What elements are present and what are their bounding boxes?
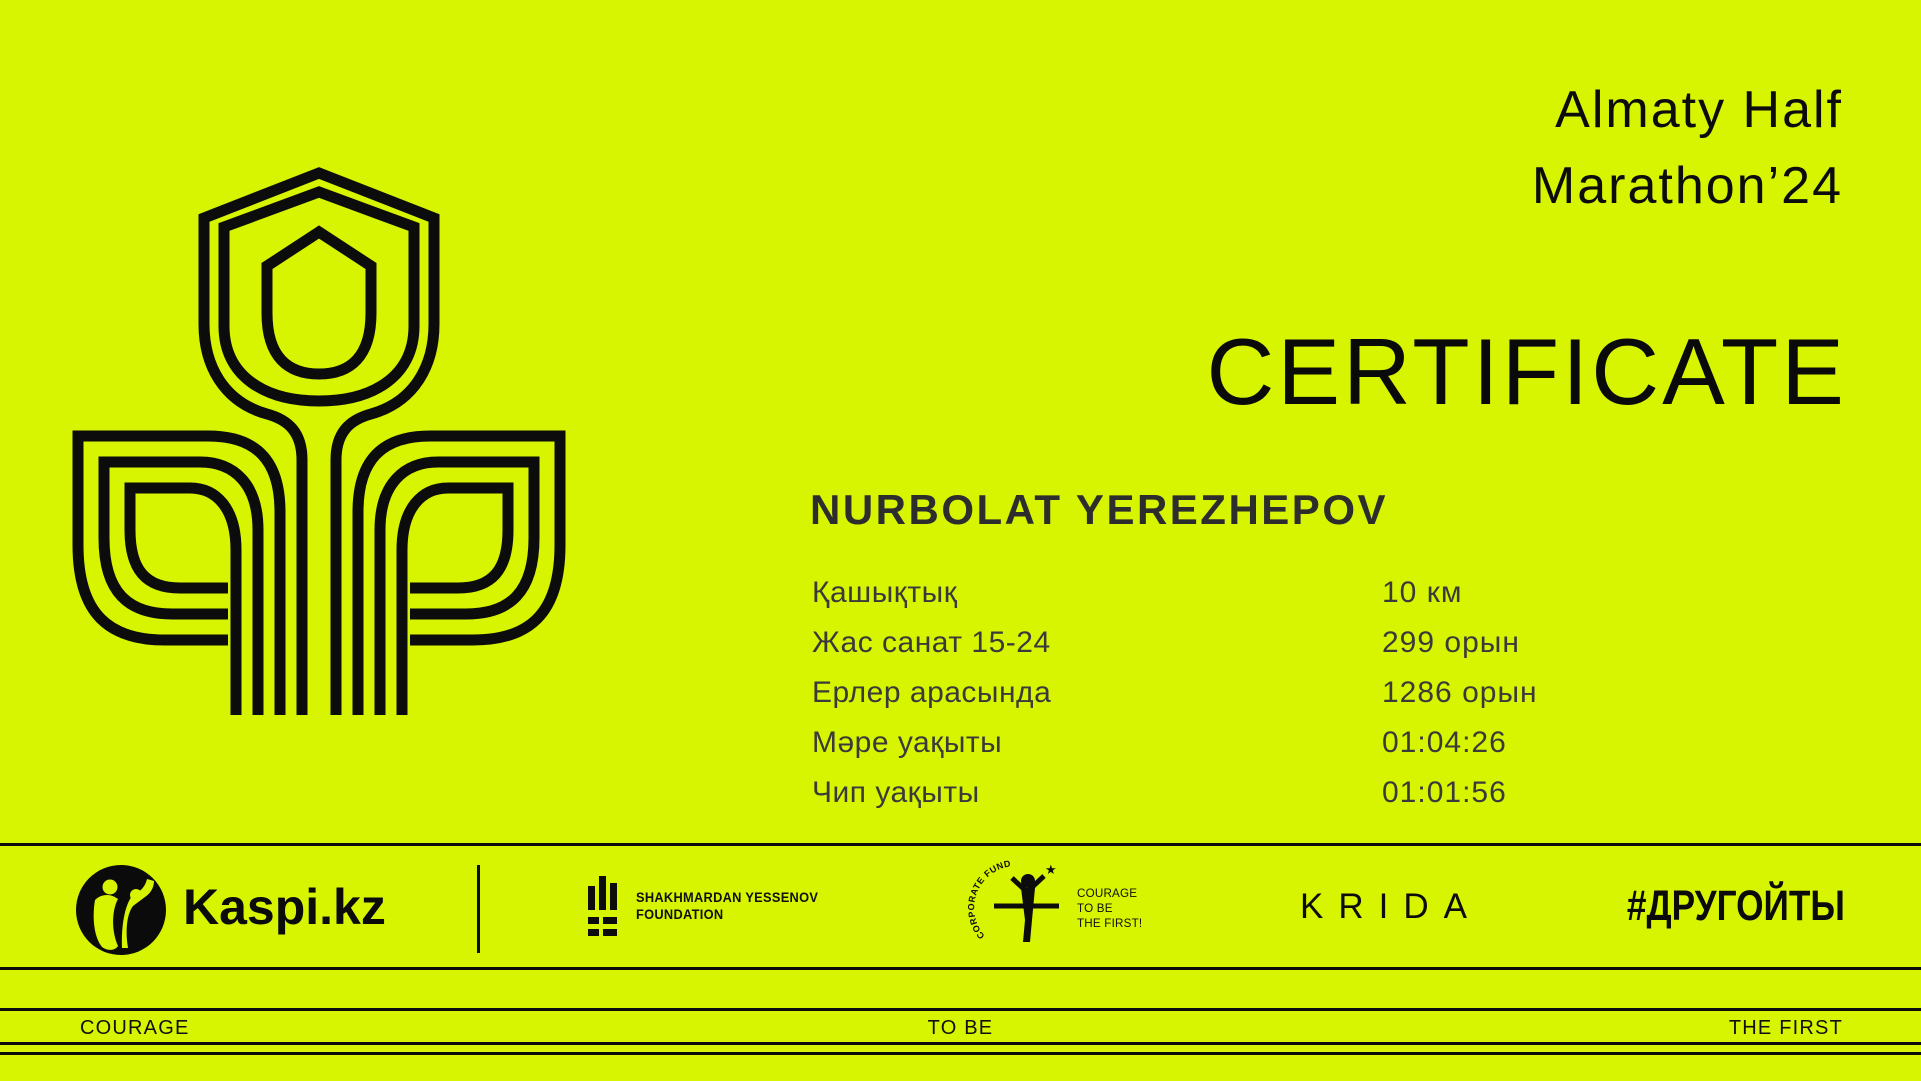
hashtag-drugoyty: #ДРУГОЙТЫ bbox=[1626, 882, 1845, 930]
footer-rule-top bbox=[0, 1008, 1921, 1011]
yessenov-foundation-logo bbox=[588, 874, 828, 937]
table-row bbox=[812, 618, 1632, 668]
footer-word-courage: COURAGE bbox=[80, 1017, 190, 1039]
footer-rule-middle bbox=[0, 1042, 1921, 1045]
yessenov-foundation-label bbox=[636, 889, 818, 923]
corp-motto-line2: TO BE bbox=[1077, 901, 1113, 915]
event-title bbox=[1532, 72, 1843, 224]
corporate-fund-motto bbox=[1077, 886, 1142, 931]
footer-rule-bottom bbox=[0, 1052, 1921, 1055]
stat-value: 299 орын bbox=[1382, 626, 1520, 659]
corp-motto-line1: COURAGE bbox=[1077, 886, 1138, 900]
yessenov-line2: FOUNDATION bbox=[636, 906, 724, 922]
yessenov-bars-icon bbox=[588, 874, 618, 937]
tulip-icon bbox=[60, 130, 580, 730]
svg-text:CORPORATE FUND bbox=[966, 858, 1012, 941]
table-row bbox=[812, 668, 1632, 718]
sponsor-bar bbox=[0, 843, 1921, 970]
participant-name: NURBOLAT YEREZHEPOV bbox=[810, 486, 1388, 533]
stat-label: Қашықтық bbox=[812, 576, 958, 609]
kaspi-icon bbox=[75, 864, 167, 956]
corporate-fund-arc-text: CORPORATE FUND bbox=[966, 858, 1012, 941]
stat-value: 01:04:26 bbox=[1382, 726, 1507, 759]
table-row bbox=[812, 768, 1632, 818]
stat-label: Ерлер арасында bbox=[812, 676, 1052, 709]
stat-value: 10 км bbox=[1382, 576, 1463, 609]
sponsor-divider bbox=[477, 865, 480, 953]
yessenov-line1: SHAKHMARDAN YESSENOV bbox=[636, 889, 819, 905]
kaspi-wordmark: Kaspi.kz bbox=[183, 879, 386, 935]
stat-value: 01:01:56 bbox=[1382, 776, 1507, 809]
corp-motto-line3: THE FIRST! bbox=[1077, 916, 1143, 930]
certificate-heading: CERTIFICATE bbox=[1206, 319, 1847, 424]
stat-label: Мәре уақыты bbox=[812, 726, 1003, 759]
footer-word-the-first: THE FIRST bbox=[1728, 1017, 1843, 1039]
stat-value: 1286 орын bbox=[1382, 676, 1538, 709]
footer-word-to-be: TO BE bbox=[927, 1017, 994, 1039]
table-row bbox=[812, 568, 1632, 618]
krida-logo: KRIDA bbox=[1300, 886, 1482, 926]
corporate-fund-icon bbox=[965, 858, 1075, 958]
kaspi-logo bbox=[75, 864, 435, 954]
footer-slogan bbox=[0, 1014, 1921, 1040]
results-table bbox=[812, 568, 1632, 818]
marathon-tulip-logo bbox=[60, 130, 580, 730]
star-icon: ★ bbox=[1045, 862, 1057, 877]
event-title-line1: Almaty Half bbox=[1555, 81, 1843, 139]
event-title-line2: Marathon’24 bbox=[1531, 157, 1843, 215]
corporate-fund-logo bbox=[965, 858, 1225, 958]
stat-label: Жас санат 15-24 bbox=[812, 626, 1051, 659]
table-row bbox=[812, 718, 1632, 768]
stat-label: Чип уақыты bbox=[812, 776, 980, 809]
